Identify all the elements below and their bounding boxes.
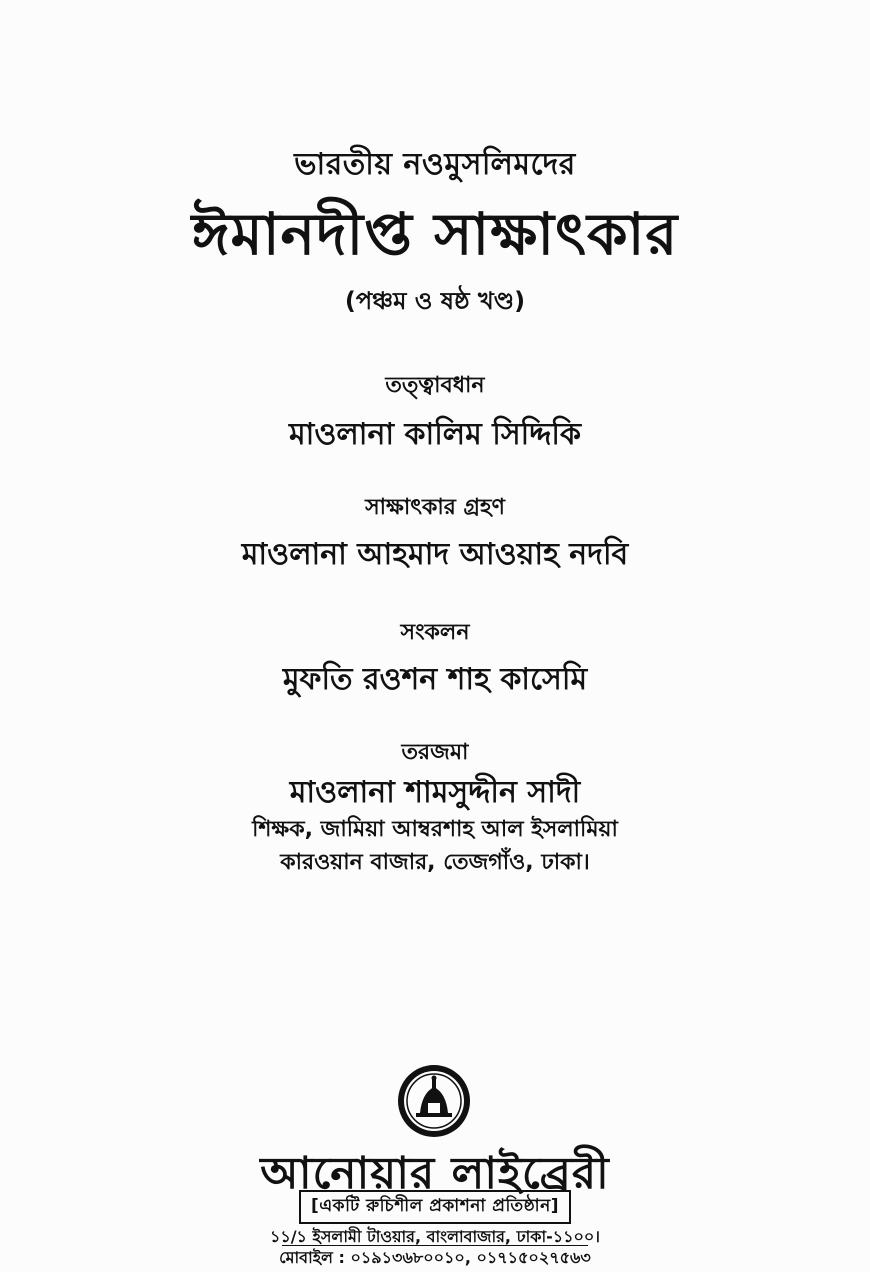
publisher-address: ১১/১ ইসলামী টাওয়ার, বাংলাবাজার, ঢাকা-১১০০।: [269, 1227, 601, 1246]
credit-role-translation: তরজমা: [401, 740, 469, 765]
volume-label: (পঞ্চম ও ষষ্ঠ খণ্ড): [344, 287, 526, 315]
book-subtitle: ভারতীয় নওমুসলিমদের: [294, 147, 576, 182]
credit-name-interview: মাওলানা আহমাদ আওয়াহ নদবি: [241, 537, 629, 572]
credit-role-compilation: সংকলন: [400, 620, 470, 645]
credit-name-compilation: মুফতি রওশন শাহ কাসেমি: [282, 662, 588, 697]
translator-location: কারওয়ান বাজার, তেজগাঁও, ঢাকা।: [280, 850, 590, 875]
publisher-tagline-row: [0, 1190, 870, 1224]
credit-role-supervision: তত্ত্বাবধান: [385, 373, 485, 398]
credit-name-supervision: মাওলানা কালিম সিদ্দিকি: [288, 417, 582, 452]
credit-name-translation: মাওলানা শামসুদ্দীন সাদী: [289, 775, 581, 810]
publisher-mobile: মোবাইল : ০১৯১৩৬৮০০১০, ০১৭১৫০২৭৫৬৩: [279, 1248, 591, 1267]
publisher-tagline: [একটি রুচিশীল প্রকাশনা প্রতিষ্ঠান]: [299, 1190, 571, 1224]
translator-affiliation: শিক্ষক, জামিয়া আম্বরশাহ আল ইসলামিয়া: [252, 817, 618, 842]
book-title: ঈমানদীপ্ত সাক্ষাৎকার: [191, 200, 679, 268]
credit-role-interview: সাক্ষাৎকার গ্রহণ: [365, 495, 505, 520]
publisher-name: আনোয়ার লাইব্রেরী: [260, 1148, 610, 1199]
publisher-seal-icon: [396, 1063, 472, 1139]
